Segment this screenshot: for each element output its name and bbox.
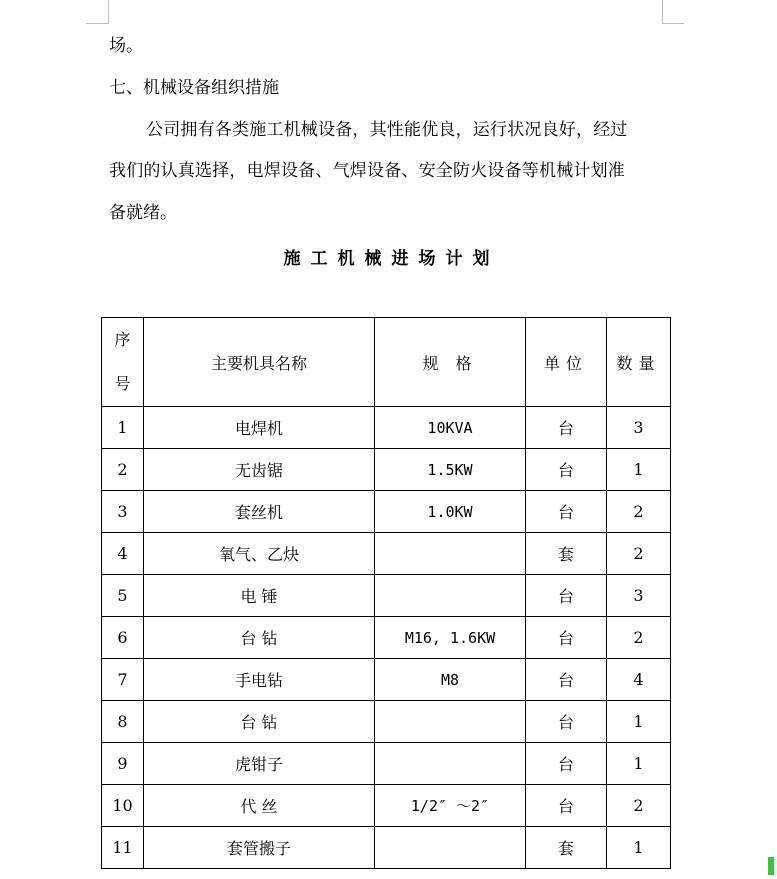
cell-qty: 2 [607, 491, 671, 533]
header-seq-label: 序 号 [114, 330, 131, 393]
table-row [102, 701, 671, 743]
cell-seq: 3 [102, 491, 144, 533]
margin-mark-right-vertical [662, 0, 663, 24]
cell-unit: 台 [526, 743, 607, 785]
cell-name: 套丝机 [144, 491, 375, 533]
table-row [102, 407, 671, 449]
cell-qty: 3 [607, 575, 671, 617]
cell-seq: 5 [102, 575, 144, 617]
cell-unit: 台 [526, 659, 607, 701]
green-marker [768, 857, 774, 875]
cell-unit: 台 [526, 617, 607, 659]
cell-seq: 9 [102, 743, 144, 785]
paragraph-line-1: 场。 [109, 36, 143, 56]
table-row [102, 575, 671, 617]
table-title: 施工机械进场计划 [283, 249, 500, 269]
cell-unit: 台 [526, 449, 607, 491]
cell-qty: 2 [607, 617, 671, 659]
header-unit: 单位 [526, 318, 607, 407]
paragraph-line-3: 公司拥有各类施工机械设备，其性能优良，运行状况良好，经过 [146, 120, 628, 140]
cell-qty: 4 [607, 659, 671, 701]
header-spec: 规 格 [375, 318, 526, 407]
cell-spec [375, 827, 526, 869]
margin-mark-right-horizontal [662, 23, 684, 24]
cell-unit: 台 [526, 491, 607, 533]
header-qty: 数量 [607, 318, 671, 407]
table-row [102, 533, 671, 575]
cell-qty: 2 [607, 533, 671, 575]
table-row [102, 449, 671, 491]
equipment-table [101, 317, 671, 869]
cell-spec: M8 [375, 659, 526, 701]
paragraph-line-5: 备就绪。 [109, 203, 177, 223]
margin-mark-left-horizontal [86, 23, 108, 24]
cell-spec: 1/2″ ～2″ [375, 785, 526, 827]
header-seq [102, 318, 144, 407]
cell-spec [375, 575, 526, 617]
cell-spec [375, 701, 526, 743]
cell-seq: 7 [102, 659, 144, 701]
table-row [102, 743, 671, 785]
cell-spec: 10KVA [375, 407, 526, 449]
table-row [102, 659, 671, 701]
margin-mark-left-vertical [108, 0, 109, 24]
cell-spec: M16, 1.6KW [375, 617, 526, 659]
cell-unit: 套 [526, 533, 607, 575]
cell-seq: 4 [102, 533, 144, 575]
cell-qty: 1 [607, 827, 671, 869]
cell-spec [375, 533, 526, 575]
table-row [102, 617, 671, 659]
cell-name: 氧气、乙炔 [144, 533, 375, 575]
table-row [102, 785, 671, 827]
cell-name: 手电钻 [144, 659, 375, 701]
section-heading: 七、机械设备组织措施 [109, 78, 279, 98]
cell-name: 台 钻 [144, 617, 375, 659]
cell-spec: 1.5KW [375, 449, 526, 491]
cell-spec: 1.0KW [375, 491, 526, 533]
table-row [102, 491, 671, 533]
cell-qty: 1 [607, 743, 671, 785]
cell-seq: 6 [102, 617, 144, 659]
cell-qty: 2 [607, 785, 671, 827]
cell-name: 电焊机 [144, 407, 375, 449]
cell-name: 电 锤 [144, 575, 375, 617]
cell-seq: 11 [102, 827, 144, 869]
table-header-row [102, 318, 671, 407]
cell-seq: 8 [102, 701, 144, 743]
cell-qty: 1 [607, 449, 671, 491]
cell-seq: 10 [102, 785, 144, 827]
cell-name: 套管搬子 [144, 827, 375, 869]
table-row [102, 827, 671, 869]
cell-unit: 台 [526, 701, 607, 743]
cell-qty: 3 [607, 407, 671, 449]
table-body [102, 407, 671, 869]
cell-spec [375, 743, 526, 785]
cell-name: 无齿锯 [144, 449, 375, 491]
cell-qty: 1 [607, 701, 671, 743]
cell-name: 代 丝 [144, 785, 375, 827]
cell-name: 台 钻 [144, 701, 375, 743]
cell-unit: 套 [526, 827, 607, 869]
paragraph-line-4: 我们的认真选择，电焊设备、气焊设备、安全防火设备等机械计划准 [109, 161, 625, 181]
cell-seq: 1 [102, 407, 144, 449]
header-name: 主要机具名称 [144, 318, 375, 407]
cell-seq: 2 [102, 449, 144, 491]
cell-unit: 台 [526, 785, 607, 827]
cell-name: 虎钳子 [144, 743, 375, 785]
cell-unit: 台 [526, 575, 607, 617]
cell-unit: 台 [526, 407, 607, 449]
